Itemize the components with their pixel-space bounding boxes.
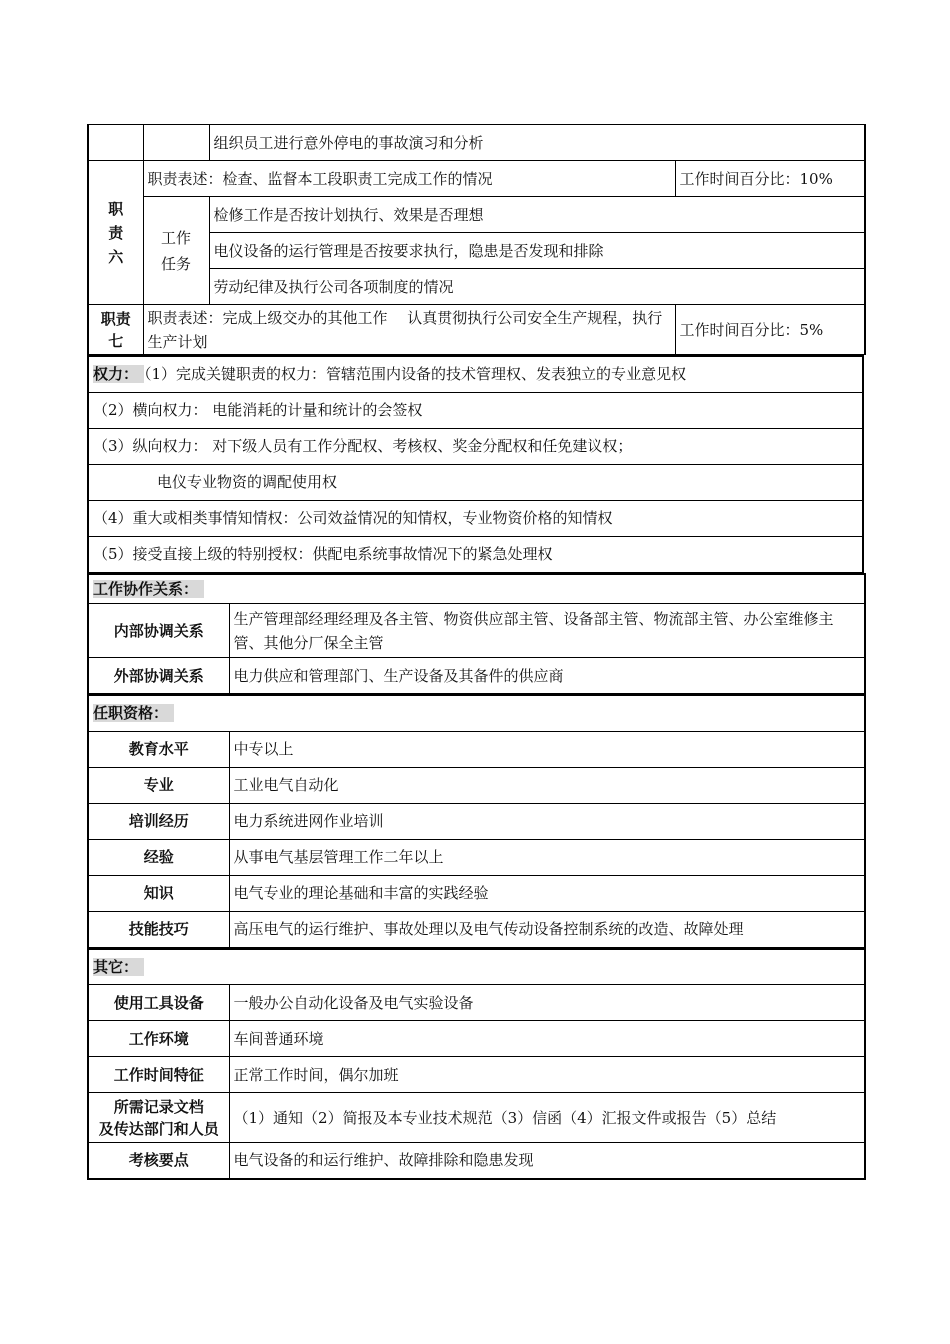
qualification-label: 培训经历	[88, 803, 229, 839]
other-row	[88, 1143, 865, 1179]
other-table	[87, 948, 866, 1180]
duty6-prev-task: 组织员工进行意外停电的事故演习和分析	[209, 125, 865, 161]
qualification-value: 工业电气自动化	[229, 767, 865, 803]
duty6-task: 检修工作是否按计划执行、效果是否理想	[209, 197, 865, 233]
duty6-task: 电仪设备的运行管理是否按要求执行，隐患是否发现和排除	[209, 233, 865, 269]
qualification-value: 从事电气基层管理工作二年以上	[229, 839, 865, 875]
other-row	[88, 1057, 865, 1093]
duty7-percent: 工作时间百分比：5%	[675, 305, 865, 355]
cooperation-heading-row	[88, 574, 865, 604]
qualification-value: 电力系统进网作业培训	[229, 803, 865, 839]
duty6-task-label: 工作 任务	[143, 197, 209, 305]
power-row	[88, 392, 863, 428]
other-value: 电气设备的和运行维护、故障排除和隐患发现	[229, 1143, 865, 1179]
other-label: 考核要点	[88, 1143, 229, 1179]
duty6-percent: 工作时间百分比：10%	[675, 161, 865, 197]
cooperation-value: 生产管理部经理经理及各主管、物资供应部主管、设备部主管、物流部主管、办公室维修主管、其他分厂保全主管	[229, 604, 865, 658]
duties-table	[87, 124, 866, 355]
cooperation-table	[87, 573, 866, 695]
qualification-label: 经验	[88, 839, 229, 875]
cooperation-row	[88, 658, 865, 694]
duty6-desc-row	[88, 161, 865, 197]
other-value: （1）通知（2）简报及本专业技术规范（3）信函（4）汇报文件或报告（5）总结	[229, 1093, 865, 1143]
power-row	[88, 536, 863, 572]
power-table	[87, 355, 864, 573]
other-label: 工作时间特征	[88, 1057, 229, 1093]
other-row	[88, 1093, 865, 1143]
other-value: 正常工作时间，偶尔加班	[229, 1057, 865, 1093]
other-heading-row	[88, 949, 865, 985]
other-value: 一般办公自动化设备及电气实验设备	[229, 985, 865, 1021]
power-row	[88, 500, 863, 536]
duty7-label: 职责 七	[88, 305, 143, 355]
cooperation-value: 电力供应和管理部门、生产设备及其备件的供应商	[229, 658, 865, 694]
other-row	[88, 985, 865, 1021]
duty6-desc: 职责表述：检查、监督本工段职责工完成工作的情况	[143, 161, 675, 197]
power-item: （5）接受直接上级的特别授权：供配电系统事故情况下的紧急处理权	[88, 536, 863, 572]
power-heading: 权力：	[93, 365, 144, 383]
other-label: 使用工具设备	[88, 985, 229, 1021]
power-item: 电仪专业物资的调配使用权	[88, 464, 863, 500]
qualification-value: 中专以上	[229, 731, 865, 767]
duty7-desc: 职责表述：完成上级交办的其他工作 认真贯彻执行公司安全生产规程，执行生产计划	[143, 305, 675, 355]
qualification-row	[88, 875, 865, 911]
qualification-value: 高压电气的运行维护、事故处理以及电气传动设备控制系统的改造、故障处理	[229, 911, 865, 947]
cooperation-label: 内部协调关系	[88, 604, 229, 658]
qualification-label: 技能技巧	[88, 911, 229, 947]
other-row	[88, 1021, 865, 1057]
qualification-row	[88, 839, 865, 875]
qualification-table	[87, 694, 866, 948]
power-heading-row	[88, 356, 863, 392]
power-item: （4）重大或相类事情知情权：公司效益情况的知情权，专业物资价格的知情权	[88, 500, 863, 536]
qualification-label: 教育水平	[88, 731, 229, 767]
power-item: （3）纵向权力： 对下级人员有工作分配权、考核权、奖金分配权和任免建议权；	[88, 428, 863, 464]
duty6-label: 职 责 六	[88, 161, 143, 305]
power-item: （2）横向权力： 电能消耗的计量和统计的会签权	[88, 392, 863, 428]
qualification-row	[88, 803, 865, 839]
duty6-task: 劳动纪律及执行公司各项制度的情况	[209, 269, 865, 305]
power-item: （1）完成关键职责的权力：管辖范围内设备的技术管理权、发表独立的专业意见权	[144, 365, 687, 384]
power-row	[88, 464, 863, 500]
other-value: 车间普通环境	[229, 1021, 865, 1057]
other-label: 所需记录文档 及传达部门和人员	[88, 1093, 229, 1143]
duty7-row	[88, 305, 865, 355]
job-description-sheet	[87, 124, 864, 1180]
qualification-label: 专业	[88, 767, 229, 803]
qualification-row	[88, 731, 865, 767]
cooperation-label: 外部协调关系	[88, 658, 229, 694]
duty6-task-row	[88, 197, 865, 233]
qualification-heading: 任职资格：	[93, 704, 174, 722]
qualification-value: 电气专业的理论基础和丰富的实践经验	[229, 875, 865, 911]
qualification-label: 知识	[88, 875, 229, 911]
other-heading: 其它：	[93, 958, 144, 976]
qualification-row	[88, 911, 865, 947]
cooperation-heading: 工作协作关系：	[93, 580, 204, 598]
other-label: 工作环境	[88, 1021, 229, 1057]
qualification-heading-row	[88, 695, 865, 731]
power-row	[88, 428, 863, 464]
duty6-prev-task-row	[88, 125, 865, 161]
qualification-row	[88, 767, 865, 803]
cooperation-row	[88, 604, 865, 658]
